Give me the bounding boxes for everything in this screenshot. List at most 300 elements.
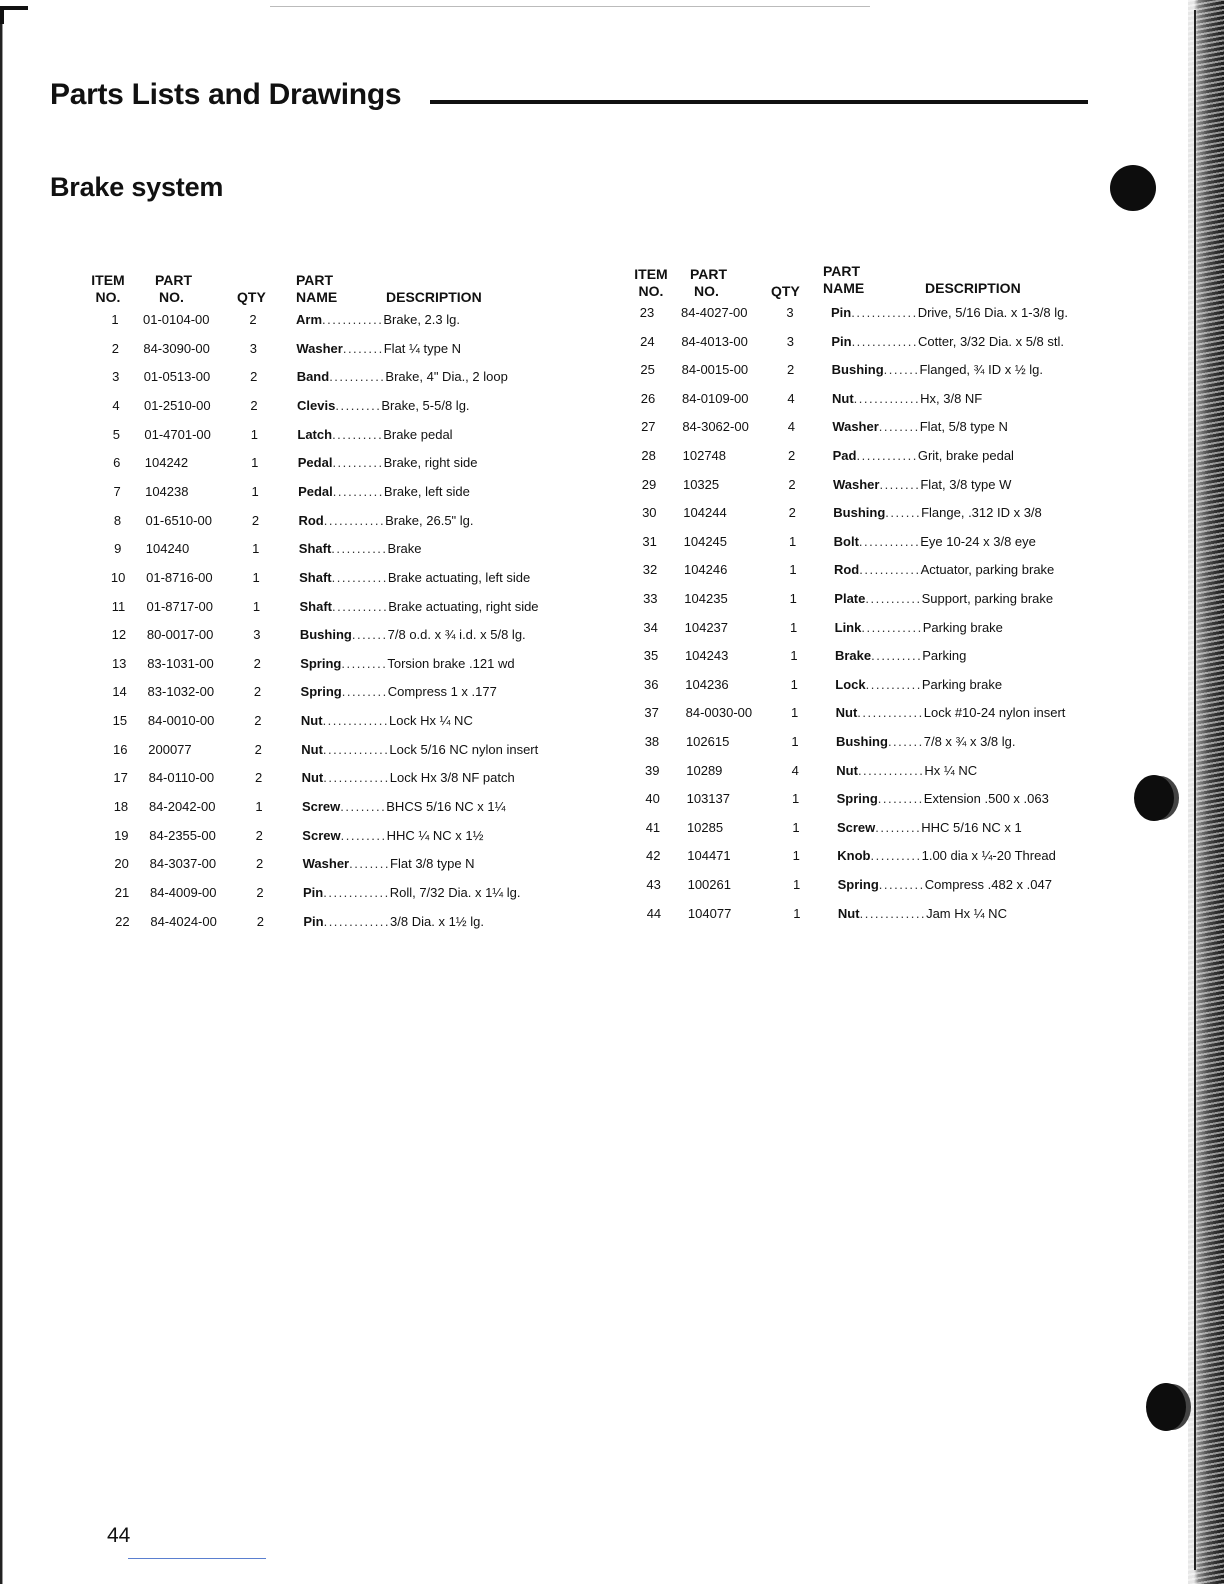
dot-leader: ...........	[865, 591, 922, 606]
description: Flat, 3/8 type W	[920, 476, 1012, 492]
description-cell	[856, 446, 1186, 466]
part-number: 01-6510-00	[145, 512, 212, 528]
description: Roll, 7/32 Dia. x 1¼ lg.	[389, 885, 521, 900]
description-cell	[857, 703, 1187, 723]
item-number: 34	[643, 619, 658, 635]
column-header-description: DESCRIPTION	[386, 289, 482, 305]
item-number: 41	[645, 819, 661, 835]
item-number: 23	[639, 305, 655, 320]
part-name: Shaft	[299, 598, 332, 614]
item-number: 18	[113, 799, 129, 815]
description: Lock 5/16 NC nylon insert	[389, 741, 539, 757]
part-name: Nut	[301, 741, 323, 757]
page-number: 44	[107, 1524, 131, 1547]
part-number: 84-3037-00	[149, 856, 217, 872]
table-row	[0, 360, 1224, 380]
item-number: 12	[111, 627, 127, 643]
section-title: Brake system	[50, 172, 224, 202]
title-rule	[430, 100, 1088, 104]
description-cell	[888, 732, 1218, 752]
description-cell	[884, 360, 1214, 380]
part-name: Latch	[297, 426, 333, 442]
table-row	[0, 303, 1224, 323]
part-name: Pin	[831, 333, 852, 349]
part-name: Plate	[834, 591, 866, 606]
binder-hole-bottom	[1146, 1383, 1186, 1431]
description-cell	[859, 560, 1189, 580]
quantity: 1	[252, 598, 261, 614]
table-row	[0, 532, 1224, 552]
binder-hole-top	[1110, 165, 1156, 211]
quantity: 2	[254, 741, 262, 757]
description: Brake, right side	[383, 455, 478, 471]
quantity: 3	[253, 627, 261, 643]
quantity: 2	[254, 713, 262, 729]
description: HHC 5/16 NC x 1	[921, 819, 1022, 835]
quantity: 1	[251, 455, 259, 471]
quantity: 1	[790, 676, 798, 692]
quantity: 2	[250, 397, 258, 413]
dot-leader: ............	[861, 619, 923, 635]
description: Flange, .312 ID x 3/8	[921, 505, 1042, 521]
table-row	[0, 417, 1224, 437]
dot-leader: ..........	[871, 648, 923, 664]
footer-rule	[128, 1558, 266, 1559]
quantity: 2	[256, 856, 264, 872]
item-number: 19	[114, 827, 129, 843]
part-number: 104471	[687, 848, 731, 864]
item-number: 14	[112, 684, 127, 700]
description-cell	[858, 761, 1188, 781]
quantity: 1	[792, 877, 801, 892]
dot-leader: .........	[341, 655, 388, 671]
quantity: 4	[791, 762, 799, 778]
description: Flanged, ¾ ID x ½ lg.	[919, 362, 1044, 378]
dot-leader: ..........	[332, 483, 384, 499]
description: Drive, 5/16 Dia. x 1-3/8 lg.	[917, 305, 1068, 320]
description-cell	[852, 332, 1182, 352]
description: Lock #10-24 nylon insert	[923, 705, 1066, 721]
part-name: Clevis	[297, 397, 336, 413]
description: Flat, 5/8 type N	[919, 419, 1008, 435]
item-number: 40	[645, 791, 660, 807]
part-name: Shaft	[298, 541, 332, 557]
part-name: Spring	[837, 877, 879, 892]
part-name: Brake	[834, 648, 872, 664]
dot-leader: ........	[349, 856, 391, 872]
part-number: 83-1032-00	[147, 684, 215, 700]
column-header-part-no: PART NO.	[155, 272, 193, 305]
part-number: 01-8717-00	[146, 598, 213, 614]
item-number: 39	[645, 762, 660, 778]
dot-leader: ............	[323, 512, 386, 528]
table-row	[0, 761, 1224, 781]
part-name: Spring	[300, 655, 342, 671]
quantity: 2	[254, 770, 263, 786]
description-cell	[866, 675, 1196, 695]
description: Extension .500 x .063	[923, 791, 1049, 807]
part-number: 10285	[686, 819, 724, 835]
item-number: 38	[644, 734, 660, 749]
dot-leader: .............	[851, 333, 919, 349]
description: Flat 3/8 type N	[390, 856, 475, 872]
part-number: 01-8716-00	[146, 569, 213, 585]
description-cell	[879, 417, 1209, 437]
part-name: Band	[296, 369, 330, 385]
dot-leader: .........	[875, 819, 922, 835]
dot-leader: ...........	[329, 369, 386, 385]
part-number: 104246	[683, 562, 728, 578]
column-header-part-no: PART NO.	[690, 266, 728, 299]
description-cell	[854, 389, 1184, 409]
part-number: 01-4701-00	[144, 426, 211, 442]
part-name: Nut	[835, 705, 858, 721]
description: Lock Hx ¼ NC	[389, 713, 473, 729]
part-number: 01-0513-00	[143, 369, 211, 385]
description: 3/8 Dia. x 1½ lg.	[390, 913, 484, 929]
part-number: 104077	[687, 905, 732, 921]
part-number: 84-4009-00	[150, 885, 217, 900]
description: BHCS 5/16 NC x 1¼	[386, 799, 506, 815]
item-number: 26	[640, 390, 656, 406]
dot-leader: .......	[883, 362, 920, 378]
part-number: 104235	[684, 591, 728, 606]
item-number: 2	[111, 340, 119, 356]
page-title: Parts Lists and Drawings	[50, 78, 402, 111]
part-name: Nut	[836, 762, 858, 778]
item-number: 27	[641, 419, 656, 435]
part-name: Nut	[837, 905, 860, 921]
quantity: 1	[250, 426, 258, 442]
quantity: 1	[790, 648, 798, 664]
table-row	[0, 846, 1224, 866]
item-number: 35	[643, 648, 659, 664]
dot-leader: .........	[341, 684, 388, 700]
item-number: 25	[640, 362, 655, 378]
table-row	[0, 646, 1224, 666]
dot-leader: .........	[877, 791, 924, 807]
description: Cotter, 3/32 Dia. x 5/8 stl.	[918, 333, 1064, 349]
item-number: 20	[114, 856, 129, 872]
table-row	[0, 589, 1224, 609]
part-number: 102748	[682, 448, 727, 463]
column-header-description: DESCRIPTION	[925, 280, 1021, 296]
item-number: 43	[646, 877, 661, 892]
part-name: Bushing	[299, 627, 352, 643]
part-name: Knob	[837, 848, 871, 864]
dot-leader: .............	[323, 913, 391, 929]
quantity: 1	[251, 483, 259, 499]
table-row	[0, 675, 1224, 695]
description-cell	[860, 904, 1190, 924]
description-cell	[879, 475, 1209, 495]
description: Parking brake	[922, 619, 1003, 635]
table-row	[0, 732, 1224, 752]
table-row	[0, 818, 1224, 838]
item-number: 6	[113, 455, 121, 471]
part-number: 104238	[145, 483, 189, 499]
dot-leader: .........	[335, 397, 382, 413]
part-number: 84-0030-00	[685, 705, 753, 721]
item-number: 13	[111, 655, 127, 671]
dot-leader: ........	[342, 340, 384, 356]
item-number: 5	[112, 426, 120, 442]
description-cell	[870, 846, 1200, 866]
dot-leader: .............	[323, 770, 390, 786]
description-cell	[861, 618, 1191, 638]
description: Hx ¼ NC	[924, 762, 978, 778]
quantity: 2	[250, 369, 258, 385]
dot-leader: .............	[322, 741, 390, 757]
quantity: 2	[256, 913, 264, 929]
dot-leader: .............	[851, 305, 918, 320]
part-number: 104245	[683, 533, 728, 549]
dot-leader: .......	[887, 734, 924, 749]
part-name: Pin	[303, 885, 324, 900]
part-number: 80-0017-00	[146, 627, 214, 643]
description-cell	[851, 303, 1181, 323]
dot-leader: .............	[857, 705, 924, 721]
dot-leader: ........	[879, 476, 921, 492]
item-number: 33	[643, 591, 658, 606]
quantity: 1	[793, 905, 801, 921]
description-cell	[859, 532, 1189, 552]
part-number: 84-2042-00	[148, 799, 216, 815]
part-number: 10289	[686, 762, 723, 778]
description: Brake actuating, right side	[388, 598, 539, 614]
part-number: 84-4013-00	[681, 333, 748, 349]
item-number: 7	[113, 483, 121, 499]
part-number: 102615	[685, 734, 730, 749]
quantity: 1	[252, 569, 260, 585]
item-number: 28	[641, 448, 656, 463]
table-row	[0, 332, 1224, 352]
quantity: 2	[788, 448, 796, 463]
quantity: 1	[789, 533, 797, 549]
dot-leader: .............	[857, 762, 925, 778]
description: Brake actuating, left side	[387, 569, 531, 585]
description: Eye 10-24 x 3/8 eye	[920, 533, 1036, 549]
description: 7/8 o.d. x ¾ i.d. x 5/8 lg.	[387, 627, 526, 643]
column-header-item: ITEM NO.	[634, 266, 668, 299]
description: Flat ¼ type N	[383, 340, 462, 356]
description-cell	[865, 589, 1195, 609]
part-number: 84-4024-00	[150, 913, 217, 929]
part-name: Washer	[296, 340, 343, 356]
part-number: 84-2355-00	[149, 827, 216, 843]
part-name: Bushing	[835, 734, 888, 749]
quantity: 2	[788, 476, 796, 492]
item-number: 30	[642, 505, 657, 521]
dot-leader: ..........	[332, 455, 384, 471]
dot-leader: ............	[859, 562, 921, 578]
scan-corner-mark-vertical	[0, 6, 4, 24]
item-number: 8	[113, 512, 122, 528]
description: Brake, 2.3 lg.	[383, 312, 460, 327]
part-name: Pedal	[297, 455, 333, 471]
part-number: 01-2510-00	[144, 397, 211, 413]
item-number: 4	[112, 397, 120, 413]
quantity: 3	[249, 340, 257, 356]
description: Hx, 3/8 NF	[920, 390, 983, 406]
quantity: 2	[253, 684, 262, 700]
description: 7/8 x ¾ x 3/8 lg.	[923, 734, 1016, 749]
quantity: 1	[789, 562, 797, 578]
table-row	[0, 475, 1224, 495]
description: Parking	[922, 648, 967, 664]
part-name: Pedal	[298, 483, 333, 499]
quantity: 2	[255, 827, 263, 843]
item-number: 10	[110, 569, 126, 585]
part-number: 104237	[684, 619, 729, 635]
quantity: 1	[255, 799, 263, 815]
description: Actuator, parking brake	[920, 562, 1055, 578]
quantity: 2	[788, 505, 796, 521]
part-number: 83-1031-00	[147, 655, 214, 671]
item-number: 22	[115, 913, 130, 929]
part-number: 84-3062-00	[682, 419, 749, 435]
table-row	[0, 703, 1224, 723]
part-name: Nut	[831, 390, 854, 406]
part-name: Pin	[303, 913, 324, 929]
table-row	[0, 618, 1224, 638]
item-number: 21	[114, 885, 130, 900]
item-number: 37	[644, 705, 659, 721]
part-number: 84-0109-00	[681, 390, 749, 406]
dot-leader: ..........	[332, 426, 384, 442]
part-number: 103137	[686, 791, 730, 807]
quantity: 1	[792, 848, 800, 864]
part-number: 84-0010-00	[147, 713, 215, 729]
dot-leader: .......	[351, 627, 388, 643]
part-name: Lock	[835, 676, 866, 692]
part-name: Screw	[302, 827, 341, 843]
part-number: 100261	[687, 877, 731, 892]
item-number: 15	[112, 713, 128, 729]
part-number: 200077	[148, 741, 192, 757]
dot-leader: ............	[858, 533, 921, 549]
item-number: 3	[112, 369, 120, 385]
item-number: 9	[114, 541, 122, 557]
item-number: 24	[640, 333, 655, 349]
part-number: 84-0015-00	[681, 362, 749, 378]
table-row	[0, 446, 1224, 466]
part-number: 10325	[682, 476, 720, 492]
quantity: 3	[786, 305, 794, 320]
part-number: 104240	[145, 541, 190, 557]
description: Brake, 26.5" lg.	[385, 512, 474, 528]
part-name: Rod	[298, 512, 324, 528]
item-number: 1	[111, 312, 119, 327]
part-number: 84-4027-00	[681, 305, 748, 320]
description: Jam Hx ¼ NC	[926, 905, 1007, 921]
part-name: Washer	[832, 476, 880, 492]
item-number: 16	[113, 741, 128, 757]
part-name: Nut	[300, 713, 323, 729]
column-header-item: ITEM NO.	[91, 272, 125, 305]
part-name: Screw	[836, 819, 876, 835]
table-row	[0, 904, 1224, 924]
part-name: Spring	[300, 684, 342, 700]
item-number: 36	[644, 676, 659, 692]
part-name: Shaft	[299, 569, 332, 585]
column-header-qty: QTY	[771, 283, 800, 299]
part-name: Rod	[833, 562, 860, 578]
part-name: Spring	[836, 791, 878, 807]
item-number: 29	[641, 476, 657, 492]
part-name: Washer	[302, 856, 350, 872]
description: Torsion brake .121 wd	[387, 655, 515, 671]
part-number: 01-0104-00	[143, 312, 210, 327]
description: Parking brake	[921, 676, 1003, 692]
description: Brake, left side	[383, 483, 470, 499]
table-row	[0, 789, 1224, 809]
scan-edge-top	[270, 6, 870, 7]
dot-leader: .............	[859, 905, 927, 921]
part-name: Screw	[301, 799, 341, 815]
item-number: 32	[642, 562, 658, 578]
column-header-part-name: PART NAME	[296, 272, 338, 305]
dot-leader: ...........	[332, 598, 389, 614]
part-number: 84-0110-00	[148, 770, 215, 786]
item-number: 31	[642, 533, 657, 549]
table-row	[0, 560, 1224, 580]
dot-leader: .........	[878, 877, 925, 892]
table-row	[0, 503, 1224, 523]
description: Brake, 5-5/8 lg.	[381, 397, 470, 413]
part-number: 104236	[685, 676, 729, 692]
description: 1.00 dia x ¼-20 Thread	[921, 848, 1056, 864]
part-name: Arm	[296, 312, 323, 327]
part-name: Washer	[832, 419, 879, 435]
part-name: Link	[834, 619, 862, 635]
quantity: 1	[791, 734, 799, 749]
dot-leader: ........	[878, 419, 920, 435]
column-header-qty: QTY	[237, 289, 266, 305]
description-cell	[878, 789, 1208, 809]
dot-leader: ..........	[870, 848, 922, 864]
part-name: Bushing	[831, 362, 884, 378]
scan-corner-mark	[0, 6, 28, 10]
quantity: 2	[249, 312, 257, 327]
quantity: 1	[792, 819, 800, 835]
item-number: 17	[113, 770, 128, 786]
dot-leader: .............	[323, 885, 390, 900]
table-row	[0, 875, 1224, 895]
description: HHC ¼ NC x 1½	[386, 827, 484, 843]
description: Grit, brake pedal	[917, 448, 1014, 463]
dot-leader: ...........	[331, 541, 388, 557]
table-row	[0, 389, 1224, 409]
item-number: 42	[646, 848, 661, 864]
dot-leader: .............	[322, 713, 390, 729]
part-name: Bolt	[833, 533, 859, 549]
dot-leader: ............	[322, 312, 384, 327]
description: Brake	[387, 541, 422, 557]
quantity: 2	[253, 655, 261, 671]
part-name: Pad	[832, 448, 857, 463]
quantity: 1	[252, 541, 260, 557]
dot-leader: ............	[856, 448, 918, 463]
description-cell	[885, 503, 1215, 523]
description: Lock Hx 3/8 NF patch	[389, 770, 515, 786]
quantity: 1	[790, 705, 799, 721]
quantity: 1	[789, 591, 797, 606]
quantity: 1	[790, 619, 798, 635]
dot-leader: .............	[853, 390, 921, 406]
part-name: Nut	[301, 770, 324, 786]
description: Brake, 4" Dia., 2 loop	[385, 369, 508, 385]
